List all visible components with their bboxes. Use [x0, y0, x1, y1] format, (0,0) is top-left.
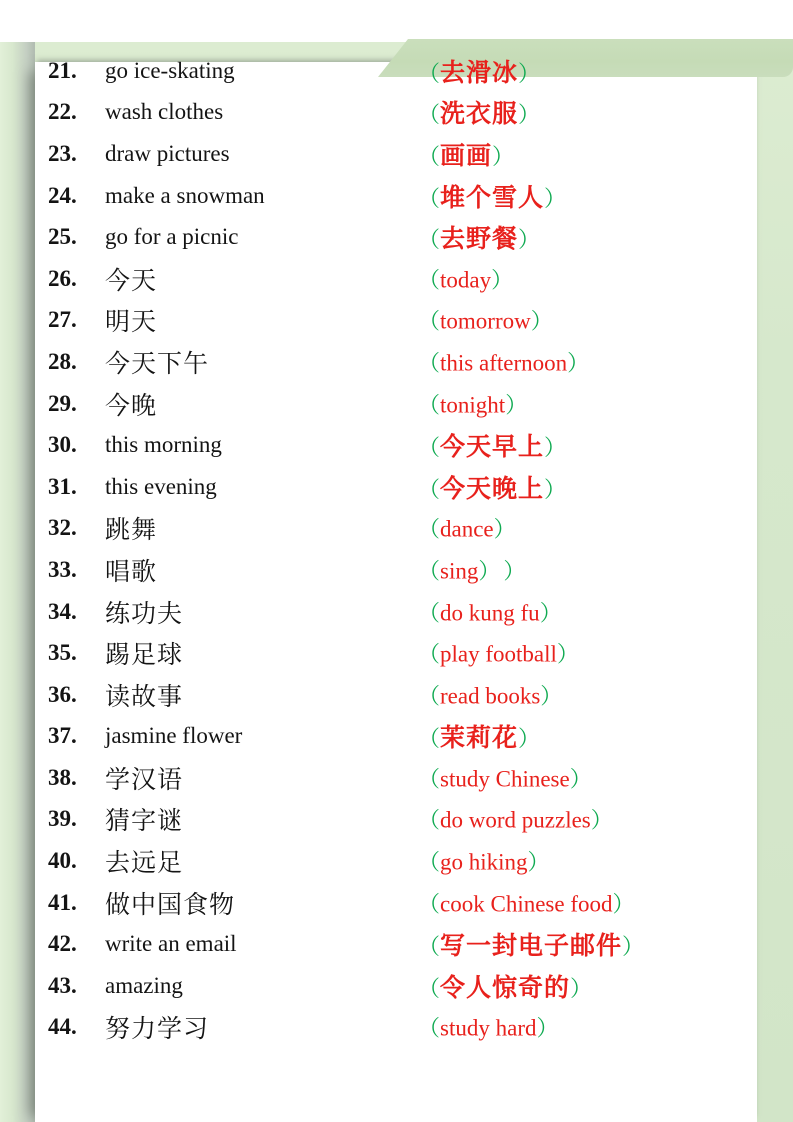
translation — [418, 53, 540, 89]
row-number: 28. — [48, 348, 77, 374]
translation — [418, 178, 566, 214]
open-paren: （ — [418, 891, 441, 917]
term-text: 做中国食物 — [105, 890, 236, 919]
translation-text: 今天早上 — [440, 433, 545, 462]
vocab-row — [48, 258, 773, 300]
translation — [418, 968, 592, 1004]
open-paren: （ — [418, 516, 441, 542]
open-paren: （ — [418, 934, 441, 960]
open-paren: （ — [418, 476, 441, 502]
translation-text: play football — [440, 641, 557, 667]
term-text: jasmine flower — [105, 723, 243, 749]
close-paren: ） — [567, 350, 590, 376]
close-paren: ） — [527, 849, 550, 875]
open-paren: （ — [418, 185, 441, 211]
row-number: 26. — [48, 265, 77, 291]
translation — [418, 346, 589, 377]
extra-close-paren: ） — [503, 558, 526, 584]
term-text: go ice-skating — [105, 57, 235, 83]
translation-text: do word puzzles — [440, 807, 591, 833]
vocab-row — [48, 133, 773, 175]
vocab-row — [48, 508, 773, 550]
term-text: 读故事 — [105, 682, 184, 711]
vocab-row — [48, 799, 773, 841]
vocab-row — [48, 632, 773, 674]
term-text: 今晚 — [105, 391, 158, 420]
translation-text: 去滑冰 — [440, 58, 519, 87]
vocab-row — [48, 923, 773, 965]
open-paren: （ — [418, 267, 441, 293]
term-text: 去远足 — [105, 849, 184, 878]
close-paren: ） — [530, 308, 553, 334]
translation — [418, 679, 562, 710]
close-paren: ） — [539, 600, 562, 626]
close-paren: ） — [569, 766, 592, 792]
term-text: 猜字谜 — [105, 807, 184, 836]
vocab-row — [48, 840, 773, 882]
translation-text: 洗衣服 — [440, 100, 519, 129]
close-paren: ） — [544, 435, 567, 461]
term-text: 今天下午 — [105, 349, 210, 378]
translation — [418, 554, 525, 585]
translation — [418, 718, 540, 754]
row-number: 36. — [48, 681, 77, 707]
row-number: 21. — [48, 57, 77, 83]
open-paren: （ — [418, 102, 441, 128]
row-number: 44. — [48, 1014, 77, 1040]
translation — [418, 469, 566, 505]
term-text: 努力学习 — [105, 1015, 210, 1044]
open-paren: （ — [418, 975, 441, 1001]
vocab-row — [48, 882, 773, 924]
translation — [418, 513, 516, 544]
term-text: 踢足球 — [105, 641, 184, 670]
row-number: 29. — [48, 390, 77, 416]
translation — [418, 887, 635, 918]
row-number: 32. — [48, 515, 77, 541]
close-paren: ） — [544, 185, 567, 211]
term-text: wash clothes — [105, 99, 224, 125]
translation — [418, 1012, 559, 1043]
vocab-row — [48, 92, 773, 134]
translation-text: study hard — [440, 1015, 537, 1041]
term-text: 学汉语 — [105, 765, 184, 794]
open-paren: （ — [418, 600, 441, 626]
vocab-row — [48, 341, 773, 383]
row-number: 38. — [48, 764, 77, 790]
open-paren: （ — [418, 1015, 441, 1041]
close-paren: ） — [518, 227, 541, 253]
row-number: 31. — [48, 473, 77, 499]
open-paren: （ — [418, 766, 441, 792]
translation — [418, 596, 562, 627]
vocab-row — [48, 50, 773, 92]
translation — [418, 926, 644, 962]
row-number: 24. — [48, 182, 77, 208]
translation-text: 令人惊奇的 — [440, 973, 571, 1002]
close-paren: ） — [570, 975, 593, 1001]
open-paren: （ — [418, 683, 441, 709]
term-text: this evening — [105, 473, 217, 499]
vocab-row — [48, 965, 773, 1007]
term-text: go for a picnic — [105, 224, 239, 250]
translation — [418, 427, 566, 463]
row-number: 22. — [48, 99, 77, 125]
translation-text: 写一封电子邮件 — [440, 932, 623, 961]
term-text: 明天 — [105, 308, 158, 337]
translation-text: 堆个雪人 — [440, 183, 545, 212]
row-number: 37. — [48, 723, 77, 749]
translation-text: study Chinese — [440, 766, 570, 792]
translation-text: go hiking — [440, 849, 528, 875]
row-number: 40. — [48, 848, 77, 874]
row-number: 23. — [48, 140, 77, 166]
close-paren: ） — [505, 392, 528, 418]
term-text: amazing — [105, 972, 183, 998]
close-paren: ） — [518, 60, 541, 86]
translation-text: tonight — [440, 392, 506, 418]
close-paren: ） — [622, 934, 645, 960]
vocab-row — [48, 424, 773, 466]
open-paren: （ — [418, 308, 441, 334]
translation — [418, 804, 613, 835]
translation-text: dance — [440, 516, 494, 542]
translation-text: read books — [440, 683, 541, 709]
row-number: 42. — [48, 931, 77, 957]
translation-text: 画画 — [440, 141, 493, 170]
translation — [418, 846, 550, 877]
open-paren: （ — [418, 558, 441, 584]
vocab-row — [48, 175, 773, 217]
term-text: 今天 — [105, 266, 158, 295]
vocab-row — [48, 674, 773, 716]
row-number: 39. — [48, 806, 77, 832]
row-number: 41. — [48, 889, 77, 915]
vocab-list — [48, 50, 773, 1048]
translation-text: do kung fu — [440, 600, 540, 626]
vocab-row — [48, 757, 773, 799]
open-paren: （ — [418, 641, 441, 667]
term-text: this morning — [105, 432, 222, 458]
term-text: write an email — [105, 931, 237, 957]
open-paren: （ — [418, 143, 441, 169]
close-paren: ） — [536, 1015, 559, 1041]
translation-text: sing — [440, 558, 479, 584]
translation — [418, 305, 553, 336]
vocab-row — [48, 1007, 773, 1049]
translation — [418, 219, 540, 255]
translation — [418, 263, 513, 294]
translation — [418, 388, 527, 419]
translation — [418, 94, 540, 130]
vocab-row — [48, 591, 773, 633]
vocab-row — [48, 300, 773, 342]
row-number: 30. — [48, 432, 77, 458]
row-number: 25. — [48, 224, 77, 250]
row-number: 33. — [48, 556, 77, 582]
term-text: draw pictures — [105, 140, 230, 166]
open-paren: （ — [418, 60, 441, 86]
translation-text: 去野餐 — [440, 225, 519, 254]
close-paren: ） — [492, 143, 515, 169]
close-paren: ） — [491, 267, 514, 293]
row-number: 34. — [48, 598, 77, 624]
translation — [418, 638, 579, 669]
translation-text: 今天晚上 — [440, 474, 545, 503]
term-text: make a snowman — [105, 182, 265, 208]
open-paren: （ — [418, 392, 441, 418]
term-text: 跳舞 — [105, 516, 158, 545]
open-paren: （ — [418, 435, 441, 461]
vocab-row — [48, 216, 773, 258]
open-paren: （ — [418, 807, 441, 833]
translation-text: this afternoon — [440, 350, 568, 376]
open-paren: （ — [418, 726, 441, 752]
open-paren: （ — [418, 227, 441, 253]
close-paren: ） — [556, 641, 579, 667]
translation-text: tomorrow — [440, 308, 531, 334]
close-paren: ） — [590, 807, 613, 833]
close-paren: ） — [518, 726, 541, 752]
term-text: 练功夫 — [105, 599, 184, 628]
close-paren: ） — [612, 891, 635, 917]
open-paren: （ — [418, 350, 441, 376]
close-paren: ） — [540, 683, 563, 709]
translation — [418, 136, 514, 172]
row-number: 43. — [48, 972, 77, 998]
vocab-row — [48, 466, 773, 508]
vocab-row — [48, 383, 773, 425]
close-paren: ） — [518, 102, 541, 128]
translation — [418, 762, 592, 793]
row-number: 35. — [48, 640, 77, 666]
close-paren: ） — [544, 476, 567, 502]
paper-edge-shadow — [0, 42, 35, 1122]
close-paren: ） — [493, 516, 516, 542]
translation-text: today — [440, 267, 492, 293]
row-number: 27. — [48, 307, 77, 333]
translation-text: cook Chinese food — [440, 891, 613, 917]
open-paren: （ — [418, 849, 441, 875]
term-text: 唱歌 — [105, 557, 158, 586]
translation-text: 茉莉花 — [440, 724, 519, 753]
vocab-row — [48, 549, 773, 591]
close-paren: ） — [478, 558, 490, 584]
vocab-row — [48, 716, 773, 758]
